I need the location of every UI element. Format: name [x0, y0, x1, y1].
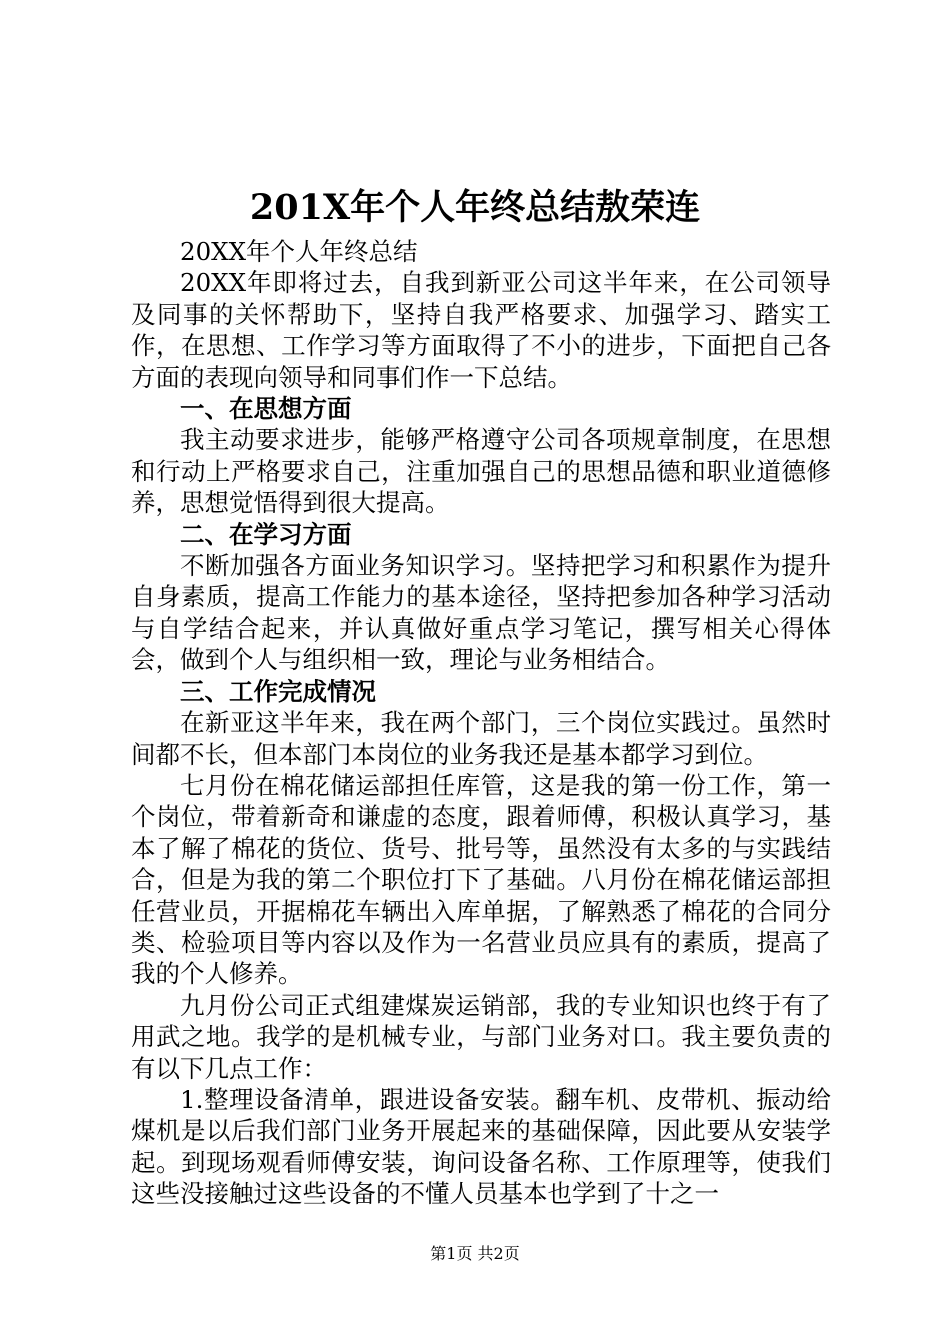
paragraph-work-september: 九月份公司正式组建煤炭运销部，我的专业知识也终于有了用武之地。我学的是机械专业，与部门业务对口。我主要负责的有以下几点工作： — [131, 990, 831, 1083]
document-title: 201X年个人年终总结敖荣连 — [249, 187, 701, 228]
paragraph-intro: 20XX年即将过去，自我到新亚公司这半年来，在公司领导及同事的关怀帮助下，坚持自我严格要求、加强学习、踏实工作，在思想、工作学习等方面取得了不小的进步，下面把自己各方面的表现向领导和同事们作一下总结。 — [131, 268, 831, 392]
section-heading-study: 二、在学习方面 — [180, 519, 352, 549]
section-heading-work: 三、工作完成情况 — [180, 676, 376, 706]
paragraph-study: 不断加强各方面业务知识学习。坚持把学习和积累作为提升自身素质，提高工作能力的基本途径，坚持把参加各种学习活动与自学结合起来，并认真做好重点学习笔记，撰写相关心得体会，做到个人与组织相一致，理论与业务相结合。 — [131, 551, 831, 675]
paragraph-work-july-august: 七月份在棉花储运部担任库管，这是我的第一份工作，第一个岗位，带着新奇和谦虚的态度，跟着师傅，积极认真学习，基本了解了棉花的货位、货号、批号等，虽然没有太多的与实践结合，但是为我的第二个职位打下了基础。八月份在棉花储运部担任营业员，开据棉花车辆出入库单据，了解熟悉了棉花的合同分类、检验项目等内容以及作为一名营业员应具有的素质，提高了我的个人修养。 — [131, 770, 831, 989]
paragraph-work-overview: 在新亚这半年来，我在两个部门，三个岗位实践过。虽然时间都不长，但本部门本岗位的业务我还是基本都学习到位。 — [131, 708, 831, 769]
section-heading-thought: 一、在思想方面 — [180, 394, 352, 424]
paragraph-work-item-1: 1.整理设备清单，跟进设备安装。翻车机、皮带机、振动给煤机是以后我们部门业务开展起来的基础保障，因此要从安装学起。到现场观看师傅安装，询问设备名称、工作原理等，使我们这些没接触过这些设备的不懂人员基本也学到了十之一 — [131, 1084, 831, 1209]
document-body — [131, 236, 831, 1210]
paragraph-subtitle: 20XX年个人年终总结 — [180, 237, 418, 266]
paragraph-thought: 我主动要求进步，能够严格遵守公司各项规章制度，在思想和行动上严格要求自己，注重加强自己的思想品德和职业道德修养，思想觉悟得到很大提高。 — [131, 425, 831, 518]
page-footer: 第1页 共2页 — [430, 1244, 520, 1263]
